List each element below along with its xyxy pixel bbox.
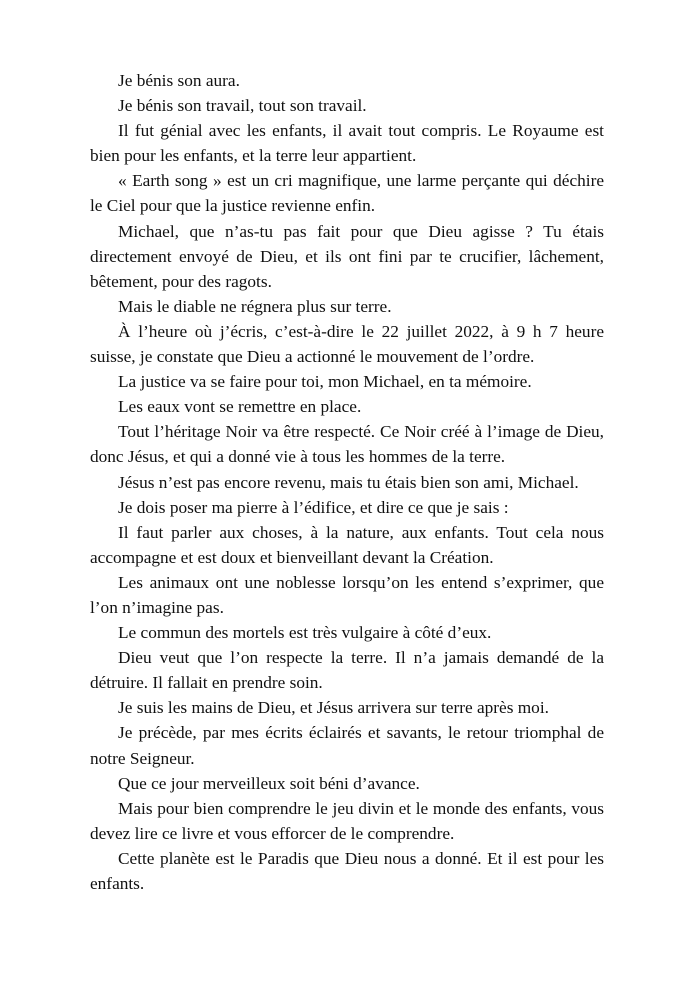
paragraph-9: Les eaux vont se remettre en place.: [118, 397, 362, 417]
paragraph-7: À l’heure où j’écris, c’est-à-dire le 22 juillet 2022, à 9 h 7 heure suisse, je constate que Dieu a actionné le mouvement de l’ordre.: [90, 321, 604, 367]
paragraph-18: Je précède, par mes écrits éclairés et savants, le retour triomphal de notre Seigneur.: [90, 723, 604, 768]
paragraph-4: « Earth song » est un cri magnifique, une larme perçante qui déchire le Ciel pour que la justice revienne enfin.: [90, 171, 604, 216]
paragraph-21: Cette planète est le Paradis que Dieu nous a donné. Et il est pour les enfants.: [90, 848, 604, 893]
paragraph-10: Tout l’héritage Noir va être respecté. Ce Noir créé à l’image de Dieu, donc Jésus, et qui a donné vie à tous les hommes de la terre.: [90, 422, 604, 467]
paragraph-8: La justice va se faire pour toi, mon Michael, en ta mémoire.: [118, 372, 532, 392]
paragraph-2: Je bénis son travail, tout son travail.: [118, 96, 367, 116]
paragraph-6: Mais le diable ne régnera plus sur terre.: [118, 296, 392, 316]
paragraph-1: Je bénis son aura.: [118, 71, 240, 90]
paragraph-12: Je dois poser ma pierre à l’édifice, et dire ce que je sais :: [118, 497, 509, 517]
paragraph-16: Dieu veut que l’on respecte la terre. Il n’a jamais demandé de la détruire. Il fallait en prendre soin.: [90, 648, 604, 693]
paragraph-13: Il faut parler aux choses, à la nature, aux enfants. Tout cela nous accompagne et est doux et bienveillant devant la Création.: [90, 522, 604, 567]
paragraph-20: Mais pour bien comprendre le jeu divin et le monde des enfants, vous devez lire ce livre et vous efforcer de le comprendre.: [90, 798, 604, 843]
paragraph-19: Que ce jour merveilleux soit béni d’avance.: [118, 773, 420, 793]
paragraph-5: Michael, que n’as-tu pas fait pour que Dieu agisse ? Tu étais directement envoyé de Dieu, et ils ont fini par te crucifier, lâchement, bêtement, pour des ragots.: [90, 221, 604, 291]
paragraph-15: Le commun des mortels est très vulgaire à côté d’eux.: [118, 623, 492, 643]
paragraph-17: Je suis les mains de Dieu, et Jésus arrivera sur terre après moi.: [118, 698, 549, 718]
paragraph-14: Les animaux ont une noblesse lorsqu’on les entend s’exprimer, que l’on n’imagine pas.: [90, 572, 604, 617]
page-body: [90, 68, 604, 896]
paragraph-11: Jésus n’est pas encore revenu, mais tu étais bien son ami, Michael.: [118, 472, 579, 492]
paragraph-3: Il fut génial avec les enfants, il avait tout compris. Le Royaume est bien pour les enfants, et la terre leur appartient.: [90, 121, 604, 166]
